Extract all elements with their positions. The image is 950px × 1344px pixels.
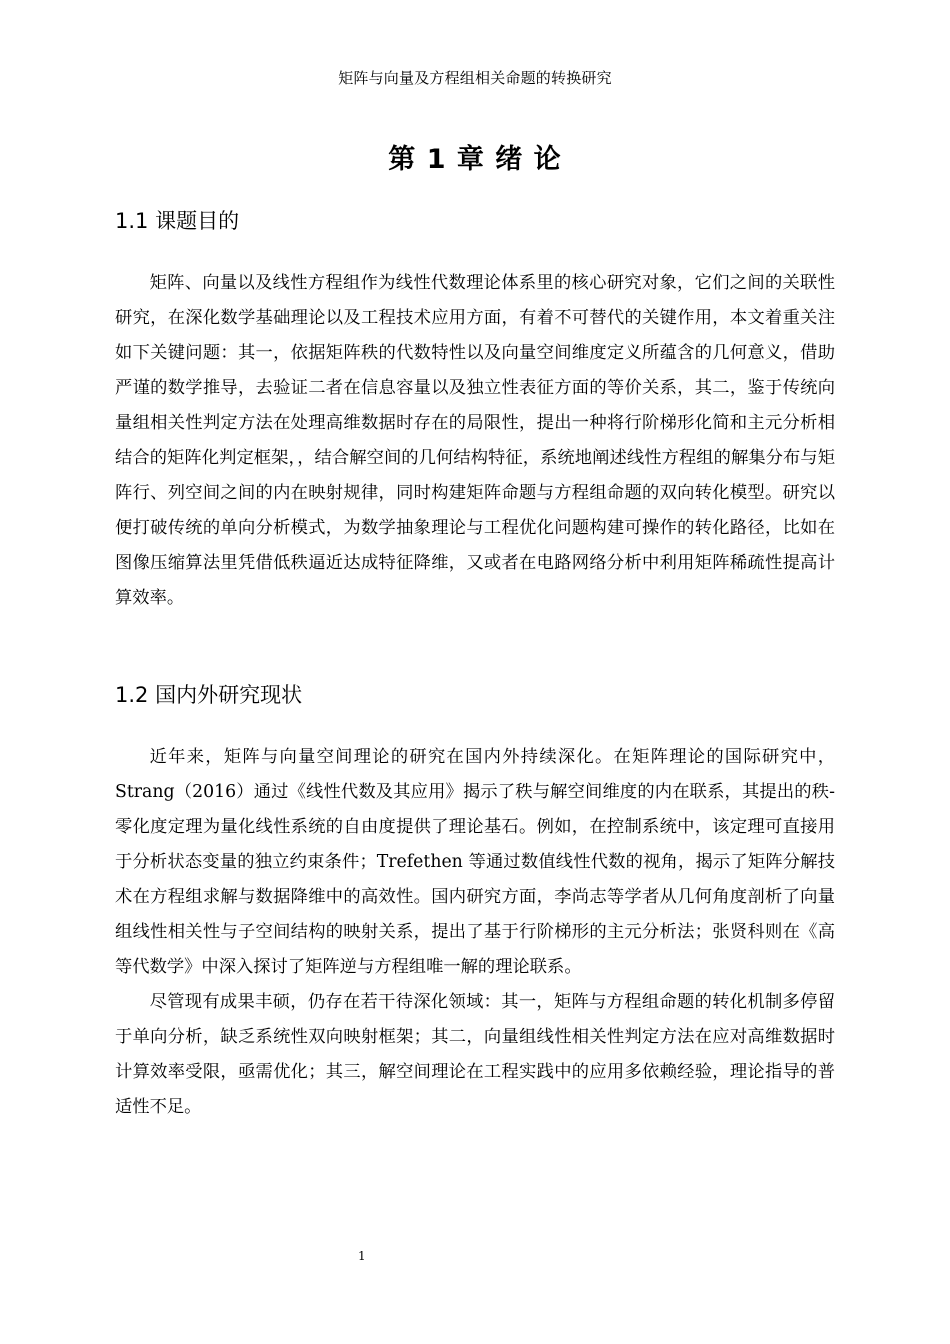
chapter-title: 第 1 章 绪 论: [388, 144, 562, 175]
section-heading-1-1: 1.1 课题目的: [115, 209, 240, 233]
running-header: 矩阵与向量及方程组相关命题的转换研究: [338, 69, 612, 87]
section-body-1-1: [115, 266, 835, 616]
section-heading-1-2: 1.2 国内外研究现状: [115, 683, 303, 707]
paragraph: 近年来，矩阵与向量空间理论的研究在国内外持续深化。在矩阵理论的国际研究中，Strang（2016）通过《线性代数及其应用》揭示了秩与解空间维度的内在联系，其提出的秩-零化度定理为量化线性系统的自由度提供了理论基石。例如，在控制系统中，该定理可直接用于分析状态变量的独立约束条件；Trefethen 等通过数值线性代数的视角，揭示了矩阵分解技术在方程组求解与数据降维中的高效性。国内研究方面，李尚志等学者从几何角度剖析了向量组线性相关性与子空间结构的映射关系，提出了基于行阶梯形的主元分析法；张贤科则在《高等代数学》中深入探讨了矩阵逆与方程组唯一解的理论联系。: [115, 747, 835, 977]
section-body-1-2: [115, 740, 835, 1125]
paragraph: 尽管现有成果丰硕，仍存在若干待深化领域：其一，矩阵与方程组命题的转化机制多停留于单向分析，缺乏系统性双向映射框架；其二，向量组线性相关性判定方法在应对高维数据时计算效率受限，亟需优化；其三，解空间理论在工程实践中的应用多依赖经验，理论指导的普适性不足。: [115, 992, 835, 1117]
page-number: 1: [358, 1249, 366, 1263]
paragraph: 矩阵、向量以及线性方程组作为线性代数理论体系里的核心研究对象，它们之间的关联性研究，在深化数学基础理论以及工程技术应用方面，有着不可替代的关键作用，本文着重关注如下关键问题：其一，依据矩阵秩的代数特性以及向量空间维度定义所蕴含的几何意义，借助严谨的数学推导，去验证二者在信息容量以及独立性表征方面的等价关系，其二，鉴于传统向量组相关性判定方法在处理高维数据时存在的局限性，提出一种将行阶梯形化简和主元分析相结合的矩阵化判定框架，，结合解空间的几何结构特征，系统地阐述线性方程组的解集分布与矩阵行、列空间之间的内在映射规律，同时构建矩阵命题与方程组命题的双向转化模型。研究以便打破传统的单向分析模式，为数学抽象理论与工程优化问题构建可操作的转化路径，比如在图像压缩算法里凭借低秩逼近达成特征降维，又或者在电路网络分析中利用矩阵稀疏性提高计算效率。: [115, 273, 835, 608]
